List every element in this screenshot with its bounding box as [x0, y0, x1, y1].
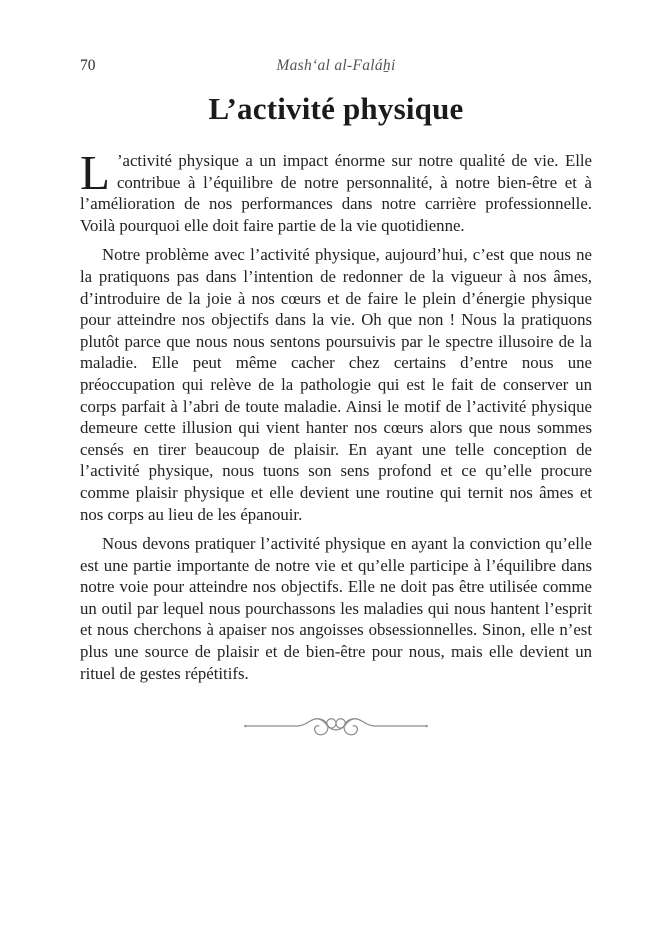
- page-title: L’activité physique: [208, 91, 464, 126]
- section-divider: [80, 711, 592, 741]
- running-header: Mash‘al al-Faláẖi: [276, 57, 396, 74]
- body-text: [80, 145, 592, 684]
- paragraph: Nous devons pratiquer l’activité physique en ayant la conviction qu’elle est une partie importante de notre vie et qu’elle participe à l’équilibre dans notre voie pour atteindre nos objectifs. Elle ne doit pas être utilisée comme un outil par lequel nous pourchassons les maladies qui nous hantent l’esprit et nous cherchons à apaiser nos angoisses obsessionnelles. Sinon, elle n’est plus une source de plaisir et de bien-être pour nous, mais elle devient un rituel de gestes répétitifs.: [80, 534, 592, 683]
- running-head: [80, 57, 592, 77]
- flourish-left: [244, 719, 336, 735]
- paragraph: [80, 145, 592, 236]
- paragraph: Notre problème avec l’activité physique, aujourd’hui, c’est que nous ne la pratiquons pas dans l’intention de redonner de la vigueur à nos âmes, d’introduire de la joie à nos cœurs et de faire le plein d’énergie physique pour atteindre nos objectifs dans la vie. Oh que non ! Nous la pratiquons plutôt parce que nous nous sentons poursuivis par le spectre illusoire de la maladie. Elle peut même cacher chez certains d’entre nous une préoccupation qui relève de la pathologie qui est le fait de conserver un corps parfait à l’abri de toute maladie. Ainsi le motif de l’activité physique demeure cette illusion qui vient hanter nos cœurs alors que nous sommes censés en tirer beaucoup de plaisir. En ayant une telle conception de l’activité physique, nous tuons son sens profond et ce qu’elle procure comme plaisir physique et elle devient une routine qui ternit nos âmes et nos corps au lieu de les épanouir.: [80, 245, 592, 524]
- paragraph-text: ’activité physique a un impact énorme sur notre qualité de vie. Elle contribue à l’équilibre de notre personnalité, à notre bien-être et à l’amélioration de nos performances dans notre carrière professionnelle. Voilà pourquoi elle doit faire partie de la vie quotidienne.: [80, 151, 592, 235]
- flourish-right: [336, 719, 428, 735]
- drop-cap: L: [80, 145, 110, 200]
- scroll-divider-ornament: [242, 711, 430, 741]
- page-number: 70: [80, 57, 96, 74]
